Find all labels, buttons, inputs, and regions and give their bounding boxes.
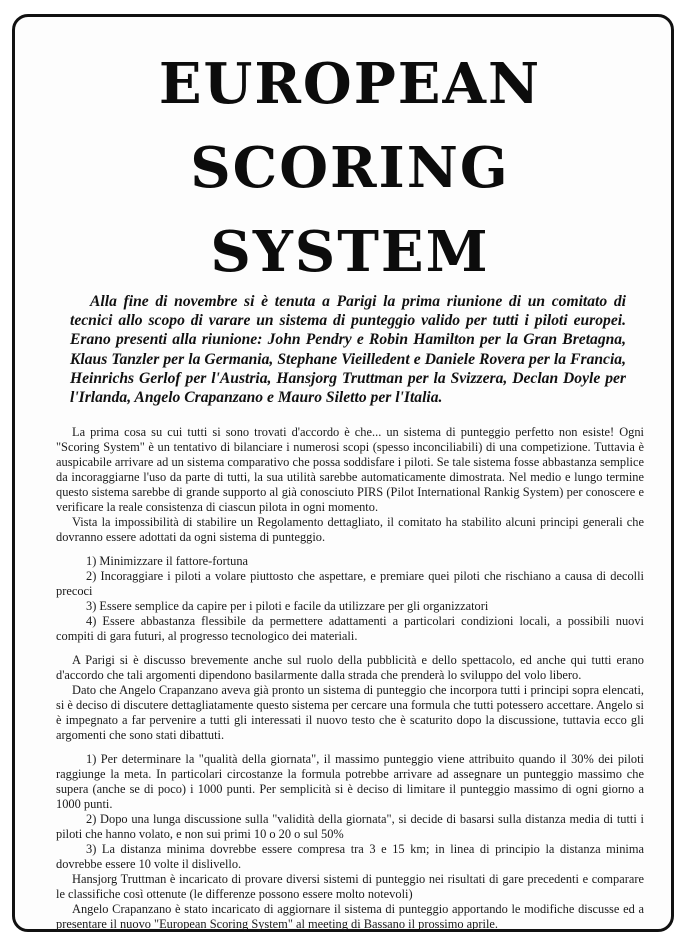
- intro-text: Alla fine di novembre si è tenuta a Parigi la prima riunione di un comitato di tecnici allo scopo di varare un sistema di punteggio valido per tutti i piloti europei. Erano presenti alla riunione: John Pendry e Robin Hamilton per la Gran Bretagna, Klaus Tanzler per la Germania, Stephane Vieilledent e Daniele Rovera per la Francia, Heinrichs Gerlof per l'Austria, Hansjorg Truttman per la Svizzera, Declan Doyle per l'Irlanda, Angelo Crapanzano e Mauro Siletto per l'Italia.: [70, 293, 626, 407]
- paragraph: Angelo Crapanzano è stato incaricato di aggiornare il sistema di punteggio apportando le modifiche discusse ed a presentare il nuovo "European Scoring System" al meeting di Bassano il prossimo aprile.: [56, 902, 644, 931]
- paragraph: Vista la impossibilità di stabilire un Regolamento dettagliato, il comitato ha stabilito alcuni principi generali che dovranno essere adottati da ogni sistema di punteggio.: [56, 515, 644, 544]
- principle-item: 2) Incoraggiare i piloti a volare piuttosto che aspettare, e premiare quei piloti che rischiano a causa di decolli precoci: [56, 569, 644, 598]
- arguments-list: [56, 752, 644, 872]
- paragraph: La prima cosa su cui tutti si sono trovati d'accordo è che... un sistema di punteggio perfetto non esiste! Ogni "Scoring System" è un tentativo di bilanciare i numerosi scopi (spesso inconciliabili) di una competizione. Tuttavia è auspicabile arrivare ad un sistema comparativo che possa soddisfare i piloti. Se tale sistema fosse abbastanza semplice da incoraggiarne l'uso da parte di tutti, la sua utilità sarebbe automaticamente dimostrata. Nel medio e lungo termine questo sistema sarebbe di grande supporto al già conosciuto PIRS (Pilot International Rankig System) per conoscere e verificare la reale consistenza di ciascun pilota in ogni momento.: [56, 425, 644, 514]
- argument-item: 3) La distanza minima dovrebbe essere compresa tra 3 e 15 km; in linea di principio la distanza minima dovrebbe essere 10 volte il dislivello.: [56, 842, 644, 871]
- paragraph: Dato che Angelo Crapanzano aveva già pronto un sistema di punteggio che incorpora tutti i principi sopra elencati, si è deciso di discutere dettagliatamente questo sistema per cercare una formula che tutti potessero accettare. Angelo si è impegnato a far pervenire a tutti gli interessati il nuovo testo che è scaturito dopo la discussione, tuttavia ecco gli argomenti che sono stati dibattuti.: [56, 683, 644, 742]
- argument-item: 2) Dopo una lunga discussione sulla "validità della giornata", si decide di basarsi sulla distanza media di tutti i piloti che hanno volato, e non sui primi 10 o 20 o sul 50%: [56, 812, 644, 841]
- title-line: SYSTEM: [210, 219, 490, 285]
- principle-item: 4) Essere abbastanza flessibile da permettere adattamenti a particolari condizioni locali, a possibili nuovi compiti di gara futuri, al progresso tecnologico dei materiali.: [56, 614, 644, 643]
- title-line: SCORING: [190, 135, 510, 201]
- paragraph: Hansjorg Truttman è incaricato di provare diversi sistemi di punteggio nei risultati di gare precedenti e comparare le classifiche così ottenute (le differenze possono essere molto notevoli): [56, 872, 644, 901]
- paragraph: A Parigi si è discusso brevemente anche sul ruolo della pubblicità e dello spettacolo, ed anche qui tutti erano d'accordo che tali argomenti dipendono basilarmente dalla strada che prenderà lo sviluppo del volo libero.: [56, 653, 644, 682]
- article-body: [56, 425, 644, 932]
- principles-list: [56, 554, 644, 644]
- intro-paragraph: [70, 292, 626, 407]
- page-title: [0, 42, 700, 294]
- title-line: EUROPEAN: [158, 51, 542, 117]
- principle-item: 3) Essere semplice da capire per i piloti e facile da utilizzare per gli organizzatori: [86, 599, 489, 613]
- principle-item: 1) Minimizzare il fattore-fortuna: [86, 554, 249, 568]
- argument-item: 1) Per determinare la "qualità della giornata", il massimo punteggio viene attribuito quando il 30% dei piloti raggiunge la meta. In particolari circostanze la formula potrebbe arrivare ad assegnare un punteggio massimo che supera (anche se di poco) i 1000 punti. Per semplicità si è deciso di limitare il punteggio massimo di ogni giorno a 1000 punti.: [56, 752, 644, 811]
